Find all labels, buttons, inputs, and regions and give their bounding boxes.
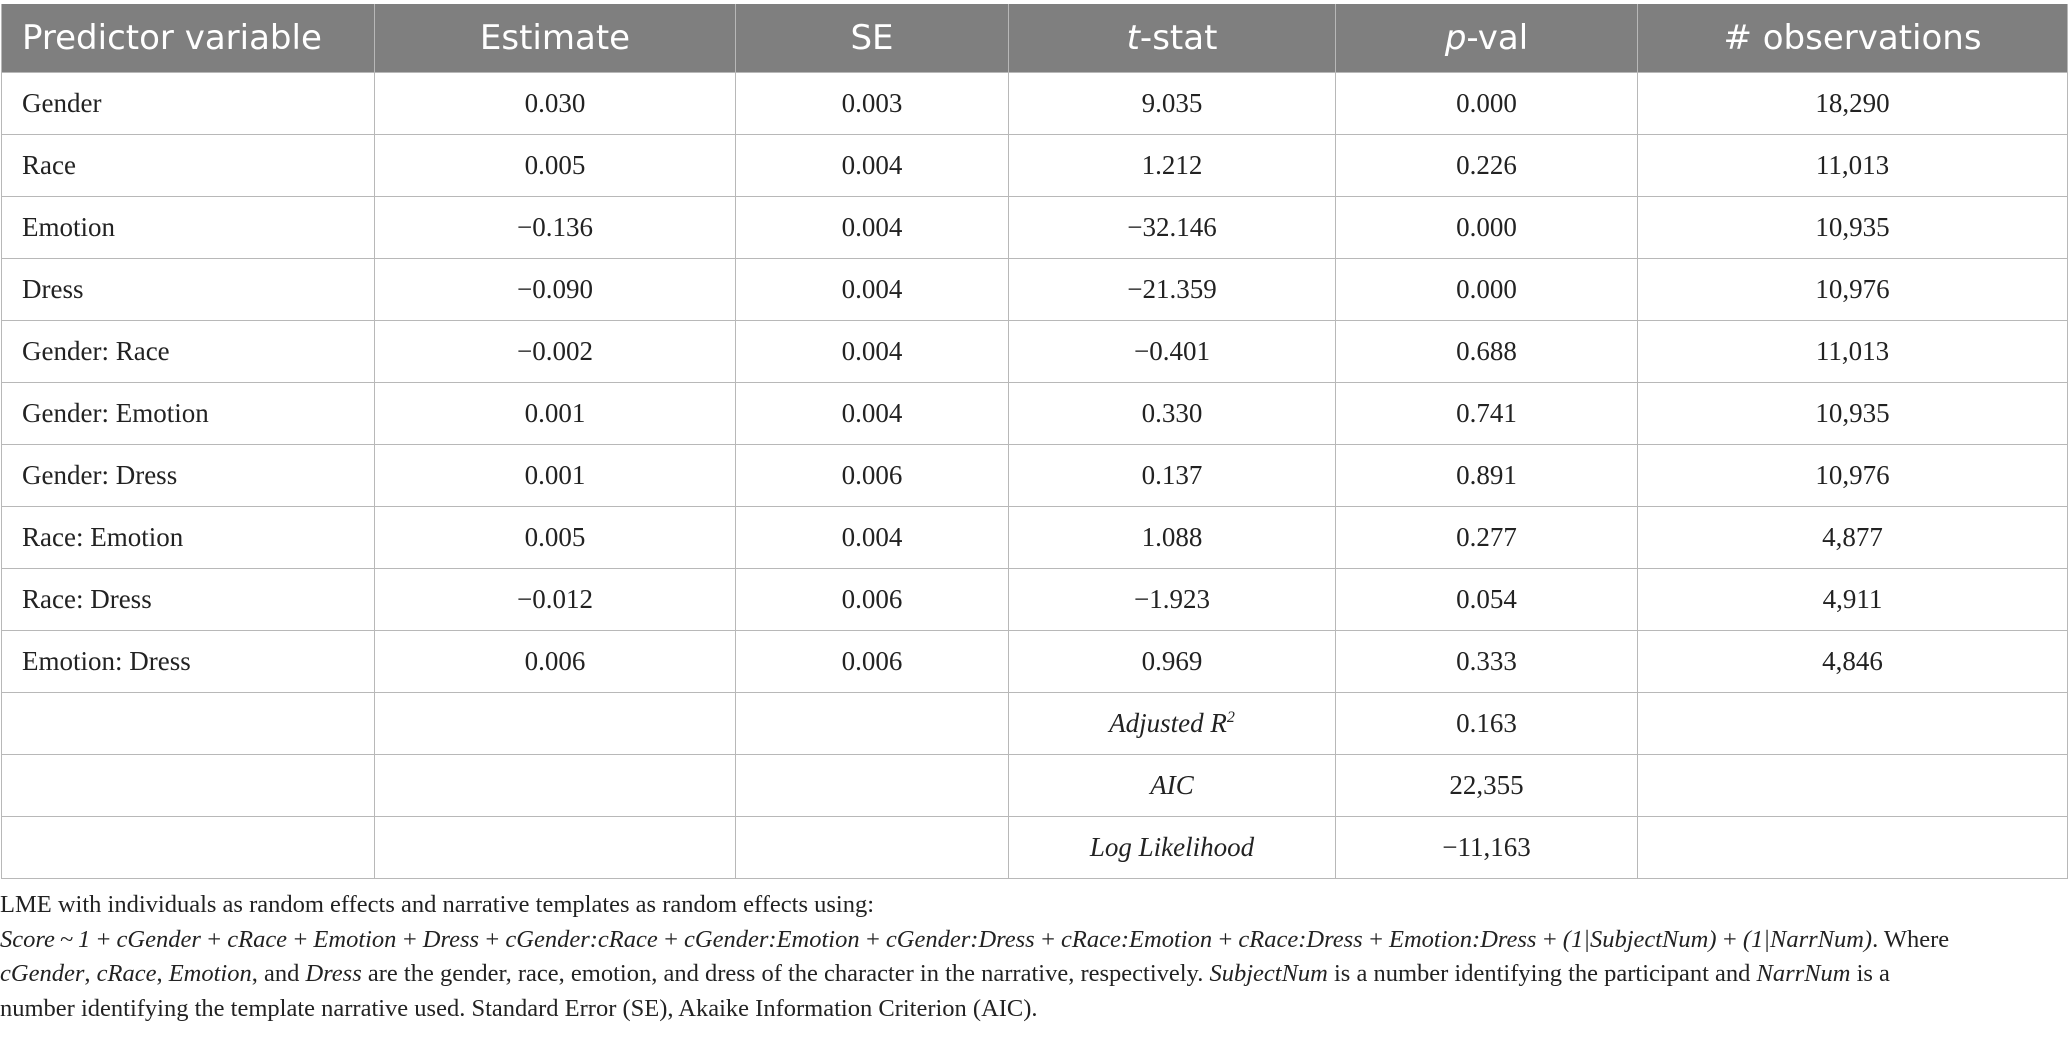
cell-se: 0.004 [736, 507, 1009, 569]
empty-cell [1638, 755, 2068, 817]
sep-1: , [84, 960, 97, 987]
cell-tstat: 9.035 [1009, 73, 1336, 135]
cell-observations: 4,877 [1638, 507, 2068, 569]
footnote-line-1: LME with individuals as random effects and narrative templates as random effects using: [0, 891, 875, 918]
empty-cell [375, 755, 736, 817]
cell-tstat: 0.969 [1009, 631, 1336, 693]
cell-observations: 10,976 [1638, 259, 2068, 321]
cell-se: 0.004 [736, 259, 1009, 321]
empty-cell [2, 817, 375, 879]
fit-stat-label-text: AIC [1150, 770, 1194, 800]
fit-stat-row [2, 755, 2068, 817]
cell-estimate: −0.090 [375, 259, 736, 321]
table-row [2, 197, 2068, 259]
header-pval-italic: p [1444, 18, 1467, 58]
table-row [2, 631, 2068, 693]
header-tstat [1009, 4, 1336, 73]
cell-tstat: 0.137 [1009, 445, 1336, 507]
footnote-line-3-rest: are the gender, race, emotion, and dress of the character in the narrative, respectively. [361, 960, 1210, 987]
header-predictor: Predictor variable [2, 4, 375, 73]
cell-tstat: 0.330 [1009, 383, 1336, 445]
cell-tstat: 1.088 [1009, 507, 1336, 569]
cell-se: 0.004 [736, 383, 1009, 445]
cell-tstat: −21.359 [1009, 259, 1336, 321]
cell-estimate: 0.030 [375, 73, 736, 135]
empty-cell [736, 755, 1009, 817]
fit-stat-row [2, 817, 2068, 879]
fit-stat-label-sup: 2 [1226, 709, 1235, 726]
cell-predictor: Race [2, 135, 375, 197]
cell-estimate: −0.136 [375, 197, 736, 259]
var-crace: cRace [96, 960, 157, 987]
table-header-row [2, 4, 2068, 73]
cell-pval: 0.891 [1336, 445, 1638, 507]
footnote-line-3-end: is a [1850, 960, 1890, 987]
cell-estimate: −0.002 [375, 321, 736, 383]
footnote-line-4: number identifying the template narrative used. Standard Error (SE), Akaike Information Criterion (AIC). [0, 994, 1038, 1022]
fit-stat-label [1009, 817, 1336, 879]
table-body [2, 73, 2068, 879]
empty-cell [1638, 817, 2068, 879]
empty-cell [736, 693, 1009, 755]
fit-stat-label-text: Log Likelihood [1089, 832, 1255, 862]
footnote-line-3-mid: is a number identifying the participant and [1327, 960, 1757, 987]
cell-estimate: 0.006 [375, 631, 736, 693]
cell-observations: 4,846 [1638, 631, 2068, 693]
cell-se: 0.004 [736, 197, 1009, 259]
cell-observations: 10,935 [1638, 383, 2068, 445]
sep-3: , and [251, 960, 306, 987]
var-narrnum: NarrNum [1756, 960, 1851, 987]
cell-predictor: Emotion: Dress [2, 631, 375, 693]
cell-tstat: −32.146 [1009, 197, 1336, 259]
cell-pval: 0.054 [1336, 569, 1638, 631]
header-tstat-rest: -stat [1139, 18, 1218, 58]
table-footnote [0, 888, 2060, 1026]
cell-observations: 11,013 [1638, 135, 2068, 197]
model-formula: Score ~ 1 + cGender + cRace + Emotion + Dress + cGender:cRace + cGender:Emotion + cGender:Dress + cRace:Emotion + cRace:Dress + Emotion:Dress + (1|SubjectNum) + (1|NarrNum) [0, 925, 1873, 953]
header-pval-rest: -val [1466, 18, 1529, 58]
cell-pval: 0.226 [1336, 135, 1638, 197]
cell-pval: 0.000 [1336, 197, 1638, 259]
var-cgender: cGender [0, 960, 85, 987]
cell-se: 0.003 [736, 73, 1009, 135]
cell-observations: 4,911 [1638, 569, 2068, 631]
cell-pval: 0.741 [1336, 383, 1638, 445]
cell-estimate: 0.005 [375, 507, 736, 569]
cell-pval: 0.000 [1336, 73, 1638, 135]
footnote-line-3 [0, 957, 2060, 992]
cell-se: 0.006 [736, 569, 1009, 631]
fit-stat-label [1009, 693, 1336, 755]
cell-pval: 0.277 [1336, 507, 1638, 569]
header-estimate: Estimate [375, 4, 736, 73]
table-row [2, 569, 2068, 631]
cell-predictor: Emotion [2, 197, 375, 259]
cell-tstat: −0.401 [1009, 321, 1336, 383]
cell-estimate: 0.005 [375, 135, 736, 197]
fit-stat-row [2, 693, 2068, 755]
var-dress: Dress [305, 960, 362, 987]
cell-estimate: 0.001 [375, 445, 736, 507]
fit-stat-value: 22,355 [1336, 755, 1638, 817]
fit-stat-value: 0.163 [1336, 693, 1638, 755]
regression-table [1, 4, 2068, 879]
cell-se: 0.004 [736, 135, 1009, 197]
cell-predictor: Gender: Dress [2, 445, 375, 507]
cell-predictor: Race: Emotion [2, 507, 375, 569]
fit-stat-value: −11,163 [1336, 817, 1638, 879]
sep-2: , [156, 960, 169, 987]
table-row [2, 321, 2068, 383]
table-row [2, 135, 2068, 197]
empty-cell [2, 693, 375, 755]
header-tstat-italic: t [1126, 18, 1140, 58]
cell-pval: 0.000 [1336, 259, 1638, 321]
cell-predictor: Gender: Race [2, 321, 375, 383]
var-emotion: Emotion [168, 960, 252, 987]
table-row [2, 445, 2068, 507]
cell-predictor: Race: Dress [2, 569, 375, 631]
table-row [2, 383, 2068, 445]
cell-estimate: 0.001 [375, 383, 736, 445]
cell-se: 0.006 [736, 445, 1009, 507]
var-subjectnum: SubjectNum [1209, 960, 1328, 987]
cell-tstat: 1.212 [1009, 135, 1336, 197]
cell-se: 0.004 [736, 321, 1009, 383]
table-row [2, 73, 2068, 135]
cell-observations: 10,935 [1638, 197, 2068, 259]
table-row [2, 507, 2068, 569]
cell-observations: 10,976 [1638, 445, 2068, 507]
empty-cell [736, 817, 1009, 879]
cell-tstat: −1.923 [1009, 569, 1336, 631]
cell-predictor: Gender [2, 73, 375, 135]
cell-observations: 11,013 [1638, 321, 2068, 383]
cell-pval: 0.688 [1336, 321, 1638, 383]
header-observations: # observations [1638, 4, 2068, 73]
cell-predictor: Gender: Emotion [2, 383, 375, 445]
cell-se: 0.006 [736, 631, 1009, 693]
fit-stat-label [1009, 755, 1336, 817]
header-se: SE [736, 4, 1009, 73]
table-row [2, 259, 2068, 321]
cell-predictor: Dress [2, 259, 375, 321]
empty-cell [1638, 693, 2068, 755]
empty-cell [375, 817, 736, 879]
cell-pval: 0.333 [1336, 631, 1638, 693]
fit-stat-label-text: Adjusted R [1109, 708, 1227, 738]
empty-cell [2, 755, 375, 817]
cell-observations: 18,290 [1638, 73, 2068, 135]
empty-cell [375, 693, 736, 755]
footnote-line-2 [0, 923, 2060, 958]
cell-estimate: −0.012 [375, 569, 736, 631]
header-pval [1336, 4, 1638, 73]
formula-after: . Where [1872, 925, 1950, 953]
